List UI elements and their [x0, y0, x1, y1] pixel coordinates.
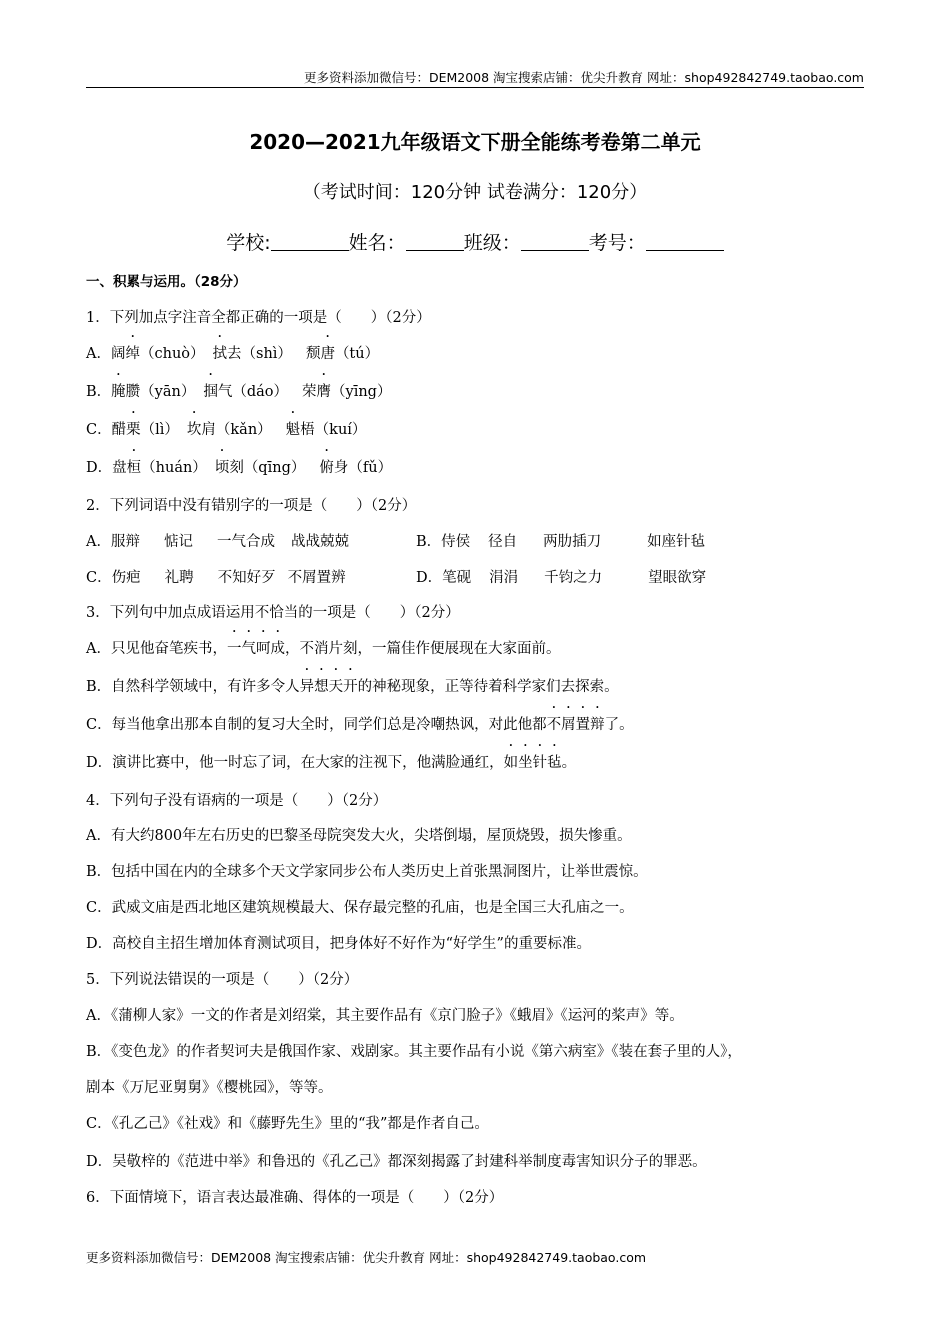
- dotted-char: 掴: [203, 384, 218, 400]
- dotted-char: 置: [575, 717, 591, 733]
- pinyin: （dáo）: [232, 384, 289, 400]
- char: 去: [227, 346, 242, 362]
- student-info-line: [0, 228, 950, 255]
- question-1-stem: 1．下列加点字注音全都正确的一项是（ ）（2分）: [86, 310, 431, 326]
- char: 醋: [111, 422, 127, 438]
- q4-option-b: B．包括中国在内的全球多个天文学家同步公布人类历史上首张黑洞图片，让举世震惊。: [86, 864, 648, 880]
- dotted-char: 腌: [111, 384, 126, 400]
- dotted-char: 唐: [320, 346, 335, 362]
- class-label: 班级：: [463, 232, 521, 254]
- pinyin: （kuí）: [314, 422, 367, 438]
- dotted-char: 成: [270, 641, 285, 657]
- q3-option-b: B．自然科学领域中，有许多令人异想天开的神秘现象，正等待着科学家们去探索。: [86, 675, 619, 696]
- dotted-char: 绰: [125, 346, 140, 362]
- q2-option-c: C．伤疤 礼聘 不知好歹 不屑置辨: [86, 570, 346, 586]
- dotted-char: 栗: [126, 422, 141, 438]
- option-label: B．: [86, 384, 112, 400]
- dotted-char: 俯: [319, 460, 334, 476]
- exam-subtitle: （考试时间：120分钟 试卷满分：120分）: [302, 182, 648, 203]
- dotted-char: 开: [343, 679, 358, 695]
- number-label: 考号：: [588, 232, 646, 254]
- dotted-char: 拭: [212, 346, 228, 362]
- dotted-char: 屑: [561, 717, 576, 733]
- page-footer: 更多资料添加微信号：DEM2008 淘宝搜索店铺：优尖升教育 网址：shop492842749.taobao.com: [86, 1250, 647, 1265]
- pinyin: （yān）: [140, 384, 196, 400]
- dotted-char: 不: [546, 717, 562, 733]
- dotted-char: 气: [241, 641, 256, 657]
- name-blank[interactable]: [406, 230, 464, 251]
- q4-option-c: C．武威文庙是西北地区建筑规模最大、保存最完整的孔庙，也是全国三大孔庙之一。: [86, 900, 634, 916]
- pinyin: （fǔ）: [348, 460, 393, 476]
- pinyin: （huán）: [141, 460, 207, 476]
- header-divider: [86, 87, 864, 88]
- q4-option-d: D．高校自主招生增加体育测试项目，把身体好不好作为“好学生”的重要标准。: [86, 936, 591, 952]
- question-4-stem: 4．下列句子没有语病的一项是（ ）（2分）: [86, 793, 388, 809]
- section-heading: 一、积累与运用。（28分）: [86, 274, 247, 290]
- option-label: D．: [86, 460, 113, 476]
- q5-option-b-cont: 剧本《万尼亚舅舅》《樱桃园》，等等。: [86, 1080, 333, 1096]
- pinyin: （chuò）: [139, 346, 205, 362]
- dotted-char: 如: [503, 755, 519, 771]
- char: 臜: [125, 384, 141, 400]
- q2-option-a: A．服辩 惦记 一气合成 战战兢兢: [86, 534, 349, 550]
- char: 梧: [300, 422, 315, 438]
- question-2-stem: 2．下列词语中没有错别字的一项是（ ）（2分）: [86, 498, 417, 514]
- option-label: A．: [86, 346, 111, 362]
- option-label: C．: [86, 422, 112, 438]
- dotted-char: 辩: [590, 717, 605, 733]
- q1-option-a: [86, 342, 379, 363]
- number-blank[interactable]: [646, 230, 724, 251]
- school-blank[interactable]: [271, 230, 349, 251]
- char: 刻: [229, 460, 244, 476]
- dotted-char: 天: [328, 679, 344, 695]
- char: 肩: [201, 422, 216, 438]
- dotted-char: 坐: [518, 755, 533, 771]
- q3-option-c: C．每当他拿出那本自制的复习大全时，同学们总是冷嘲热讽，对此他都不屑置辩了。: [86, 713, 634, 734]
- q3-option-a: A．只见他奋笔疾书，一气呵成，不消片刻，一篇佳作便展现在大家面前。: [86, 637, 560, 658]
- school-label: 学校:: [226, 232, 271, 254]
- question-3-stem: 3．下列句中加点成语运用不恰当的一项是（ ）（2分）: [86, 605, 460, 621]
- dotted-char: 桓: [126, 460, 142, 476]
- q5-option-c: C．《孔乙己》《社戏》和《藤野先生》里的“我”都是作者自己。: [86, 1116, 489, 1132]
- q1-option-c: [86, 418, 366, 439]
- pinyin: （qīng）: [243, 460, 306, 476]
- dotted-char: 想: [314, 679, 329, 695]
- char: 荣: [302, 384, 317, 400]
- char: 身: [333, 460, 349, 476]
- char: 盘: [112, 460, 127, 476]
- dotted-char: 顷: [214, 460, 230, 476]
- dotted-char: 毡: [547, 755, 562, 771]
- pinyin: （tú）: [334, 346, 380, 362]
- char: 颓: [305, 346, 321, 362]
- dotted-char: 膺: [316, 384, 332, 400]
- pinyin: （lì）: [140, 422, 179, 438]
- q3-option-d: D．演讲比赛中，他一时忘了词，在大家的注视下，他满脸通红，如坐针毡。: [86, 751, 576, 772]
- class-blank[interactable]: [521, 230, 589, 251]
- q1-option-d: [86, 456, 392, 477]
- char: 阔: [110, 346, 126, 362]
- q4-option-a: A．有大约800年左右历史的巴黎圣母院突发大火，尖塔倒塌，屋顶烧毁，损失惨重。: [86, 828, 632, 844]
- char: 气: [217, 384, 233, 400]
- q5-option-b: B．《变色龙》的作者契诃夫是俄国作家、戏剧家。其主要作品有小说《第六病室》《装在套子里的人》，: [86, 1044, 742, 1060]
- name-label: 姓名：: [348, 232, 406, 254]
- q1-option-b: [86, 380, 391, 401]
- question-5-stem: 5．下列说法错误的一项是（ ）（2分）: [86, 972, 359, 988]
- dotted-char: 魁: [285, 422, 301, 438]
- dotted-char: 呵: [255, 641, 271, 657]
- dotted-char: 针: [532, 755, 548, 771]
- q2-option-d: D．笔砚 涓涓 千钧之力 望眼欲穿: [416, 570, 707, 586]
- q5-option-d: D．吴敬梓的《范进中举》和鲁迅的《孔乙己》都深刻揭露了封建科举制度毒害知识分子的罪恶。: [86, 1154, 707, 1170]
- q2-option-b: B．侍侯 径自 两肋插刀 如座针毡: [416, 534, 706, 550]
- pinyin: （kǎn）: [215, 422, 272, 438]
- dotted-char: 坎: [186, 422, 202, 438]
- pinyin: （yīng）: [331, 384, 392, 400]
- dotted-char: 一: [226, 641, 242, 657]
- q5-option-a: A．《蒲柳人家》一文的作者是刘绍棠，其主要作品有《京门脸子》《蛾眉》《运河的桨声》等。: [86, 1008, 684, 1024]
- page-header: 更多资料添加微信号：DEM2008 淘宝搜索店铺：优尖升教育 网址：shop492842749.taobao.com: [303, 70, 864, 85]
- question-6-stem: 6．下面情境下，语言表达最准确、得体的一项是（ ）（2分）: [86, 1190, 504, 1206]
- pinyin: （shì）: [241, 346, 292, 362]
- page-title: 2020—2021九年级语文下册全能练考卷第二单元: [249, 130, 701, 154]
- dotted-char: 异: [299, 679, 315, 695]
